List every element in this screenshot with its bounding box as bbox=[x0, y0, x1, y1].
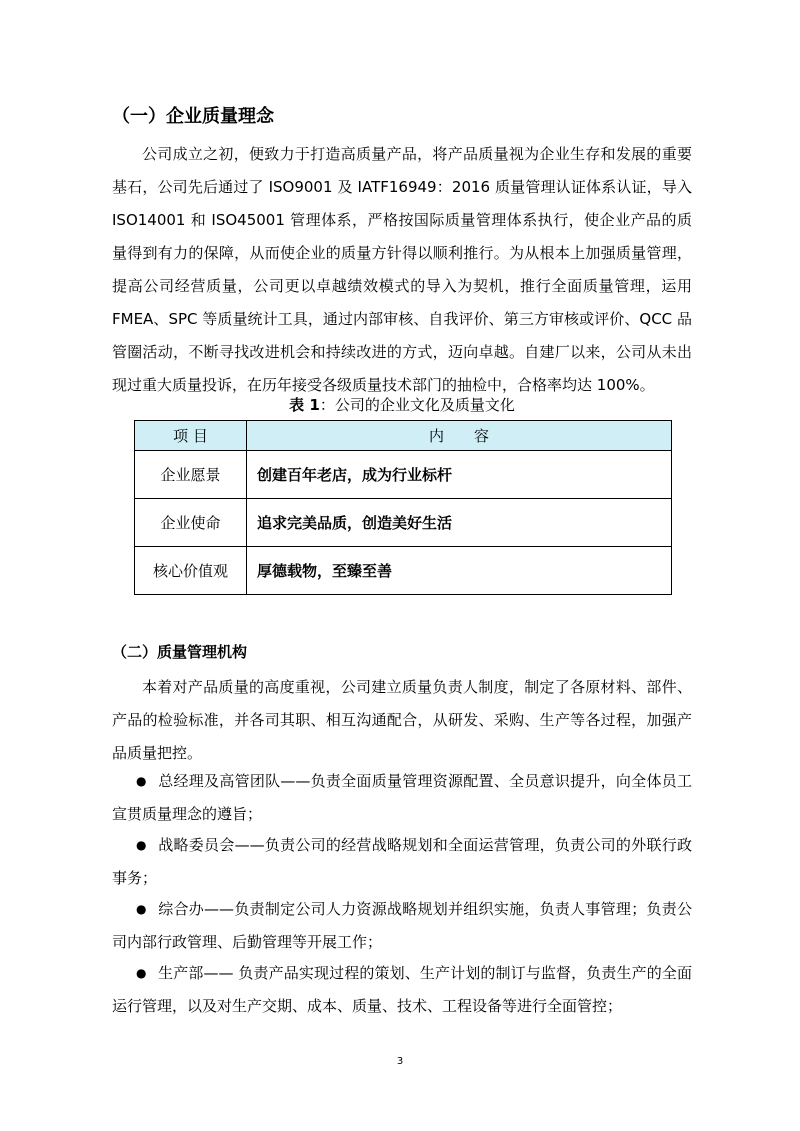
quality-organization-paragraph: 本着对产品质量的高度重视，公司建立质量负责人制度，制定了各原材料、部件、产品的检验标准，并各司其职、相互沟通配合，从研发、采购、生产等各过程，加强产品质量把控。 bbox=[112, 678, 692, 762]
list-item bbox=[112, 765, 692, 831]
table-header-item: 项 目 bbox=[135, 421, 247, 451]
table-header-row bbox=[135, 421, 672, 451]
list-item bbox=[112, 957, 692, 1023]
table-cell-item: 核心价值观 bbox=[135, 547, 247, 595]
section-heading-quality-organization: （二）质量管理机构 bbox=[112, 643, 248, 661]
table-caption-label: 表 1 bbox=[289, 396, 320, 414]
table-caption-text: ：公司的企业文化及质量文化 bbox=[319, 396, 515, 414]
list-item-text: 总经理及高管团队——负责全面质量管理资源配置、全员意识提升，向全体员工宣贯质量理念的遵旨； bbox=[112, 772, 692, 823]
table-row bbox=[135, 547, 672, 595]
list-item bbox=[112, 893, 692, 959]
table-row bbox=[135, 451, 672, 499]
culture-table bbox=[134, 420, 672, 595]
list-item-text: 生产部—— 负责产品实现过程的策划、生产计划的制订与监督，负责生产的全面运行管理，以及对生产交期、成本、质量、技术、工程设备等进行全面管控； bbox=[112, 964, 692, 1015]
bullet-icon: ● bbox=[136, 774, 147, 788]
table-row bbox=[135, 499, 672, 547]
table-cell-content: 厚德载物，至臻至善 bbox=[247, 547, 672, 595]
bullet-icon: ● bbox=[136, 902, 147, 916]
table-header-content: 内 容 bbox=[247, 421, 672, 451]
bullet-icon: ● bbox=[136, 966, 147, 980]
section-heading-quality-philosophy: （一）企业质量理念 bbox=[112, 106, 274, 127]
table-cell-item: 企业愿景 bbox=[135, 451, 247, 499]
table-cell-content: 创建百年老店，成为行业标杆 bbox=[247, 451, 672, 499]
page-number: 3 bbox=[396, 1056, 404, 1067]
list-item bbox=[112, 829, 692, 895]
table-caption bbox=[112, 392, 692, 418]
table-cell-item: 企业使命 bbox=[135, 499, 247, 547]
list-item-text: 综合办——负责制定公司人力资源战略规划并组织实施，负责人事管理；负责公司内部行政管理、后勤管理等开展工作； bbox=[112, 900, 692, 951]
bullet-icon: ● bbox=[136, 838, 147, 852]
quality-philosophy-paragraph: 公司成立之初，便致力于打造高质量产品，将产品质量视为企业生存和发展的重要基石，公司先后通过了 ISO9001 及 IATF16949：2016 质量管理认证体系认证，导入 ISO14001 和 ISO45001 管理体系，严格按国际质量管理体系执行，使企业产品的质量得到有力的保障，从而使企业的质量方针得以顺利推行。为从根本上加强质量管理，提高公司经营质量，公司更以卓越绩效模式的导入为契机，推行全面质量管理，运用 FMEA、SPC 等质量统计工具，通过内部审核、自我评价、第三方审核或评价、QCC 品管圈活动，不断寻找改进机会和持续改进的方式，迈向卓越。自建厂以来，公司从未出现过重大质量投诉，在历年接受各级质量技术部门的抽检中，合格率均达 100%。 bbox=[112, 145, 692, 394]
list-item-text: 战略委员会——负责公司的经营战略规划和全面运营管理，负责公司的外联行政事务； bbox=[112, 836, 692, 887]
table-cell-content: 追求完美品质，创造美好生活 bbox=[247, 499, 672, 547]
